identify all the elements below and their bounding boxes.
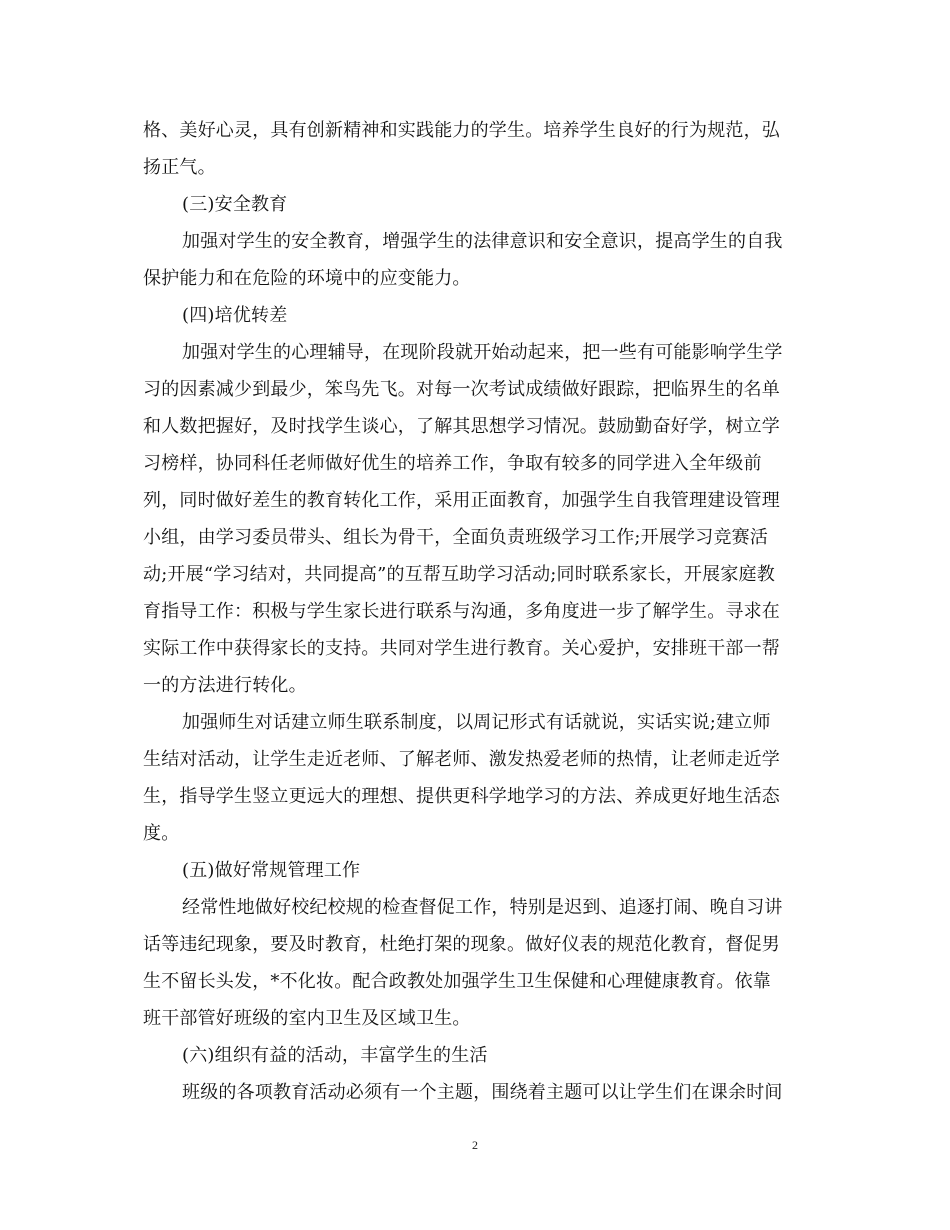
- text-line: 保护能力和在危险的环境中的应变能力。: [143, 268, 471, 289]
- text-line: 生结对活动，让学生走近老师、了解老师、激发热爱老师的热情，让老师走近学: [143, 749, 780, 770]
- text-line: 经常性地做好校纪校规的检查督促工作，特别是迟到、追逐打闹、晚自习讲: [182, 897, 783, 918]
- text-line: (四)培优转差: [182, 305, 288, 326]
- text-line: (三)安全教育: [182, 194, 288, 215]
- text-line: 话等违纪现象，要及时教育，杜绝打架的现象。做好仪表的规范化教育，督促男: [143, 934, 780, 955]
- text-line: 加强对学生的心理辅导，在现阶段就开始动起来，把一些有可能影响学生学: [182, 342, 783, 363]
- text-line: 班干部管好班级的室内卫生及区域卫生。: [143, 1008, 471, 1029]
- text-line: 度。: [143, 823, 180, 844]
- text-line: (五)做好常规管理工作: [182, 860, 361, 881]
- text-line: 生不留长头发，*不化妆。配合政教处加强学生卫生保健和心理健康教育。依靠: [143, 971, 771, 992]
- text-line: (六)组织有益的活动，丰富学生的生活: [182, 1045, 488, 1066]
- text-line: 和人数把握好，及时找学生谈心，了解其思想学习情况。鼓励勤奋好学，树立学: [143, 416, 780, 437]
- text-line: 实际工作中获得家长的支持。共同对学生进行教育。关心爱护，安排班干部一帮: [143, 638, 780, 659]
- text-line: 动;开展“学习结对，共同提高”的互帮互助学习活动;同时联系家长，开展家庭教: [143, 564, 775, 585]
- text-line: 育指导工作：积极与学生家长进行联系与沟通，多角度进一步了解学生。寻求在: [143, 601, 780, 622]
- text-line: 小组，由学习委员带头、组长为骨干，全面负责班级学习工作;开展学习竞赛活: [143, 527, 769, 548]
- document-body: [143, 112, 803, 1111]
- text-line: 习的因素减少到最少，笨鸟先飞。对每一次考试成绩做好跟踪，把临界生的名单: [143, 379, 780, 400]
- text-line: 一的方法进行转化。: [143, 675, 307, 696]
- text-line: 班级的各项教育活动必须有一个主题，围绕着主题可以让学生们在课余时间: [182, 1082, 783, 1103]
- text-line: 列，同时做好差生的教育转化工作，采用正面教育，加强学生自我管理建设管理: [143, 490, 780, 511]
- text-line: 习榜样，协同科任老师做好优生的培养工作，争取有较多的同学进入全年级前: [143, 453, 762, 474]
- text-line: 生，指导学生竖立更远大的理想、提供更科学地学习的方法、养成更好地生活态: [143, 786, 780, 807]
- text-line: 加强师生对话建立师生联系制度，以周记形式有话就说，实话实说;建立师: [182, 712, 771, 733]
- text-line: 扬正气。: [143, 157, 216, 178]
- page-number: 2: [472, 1138, 478, 1152]
- text-line: 加强对学生的安全教育，增强学生的法律意识和安全意识，提高学生的自我: [182, 231, 783, 252]
- text-line: 格、美好心灵，具有创新精神和实践能力的学生。培养学生良好的行为规范，弘: [143, 120, 780, 141]
